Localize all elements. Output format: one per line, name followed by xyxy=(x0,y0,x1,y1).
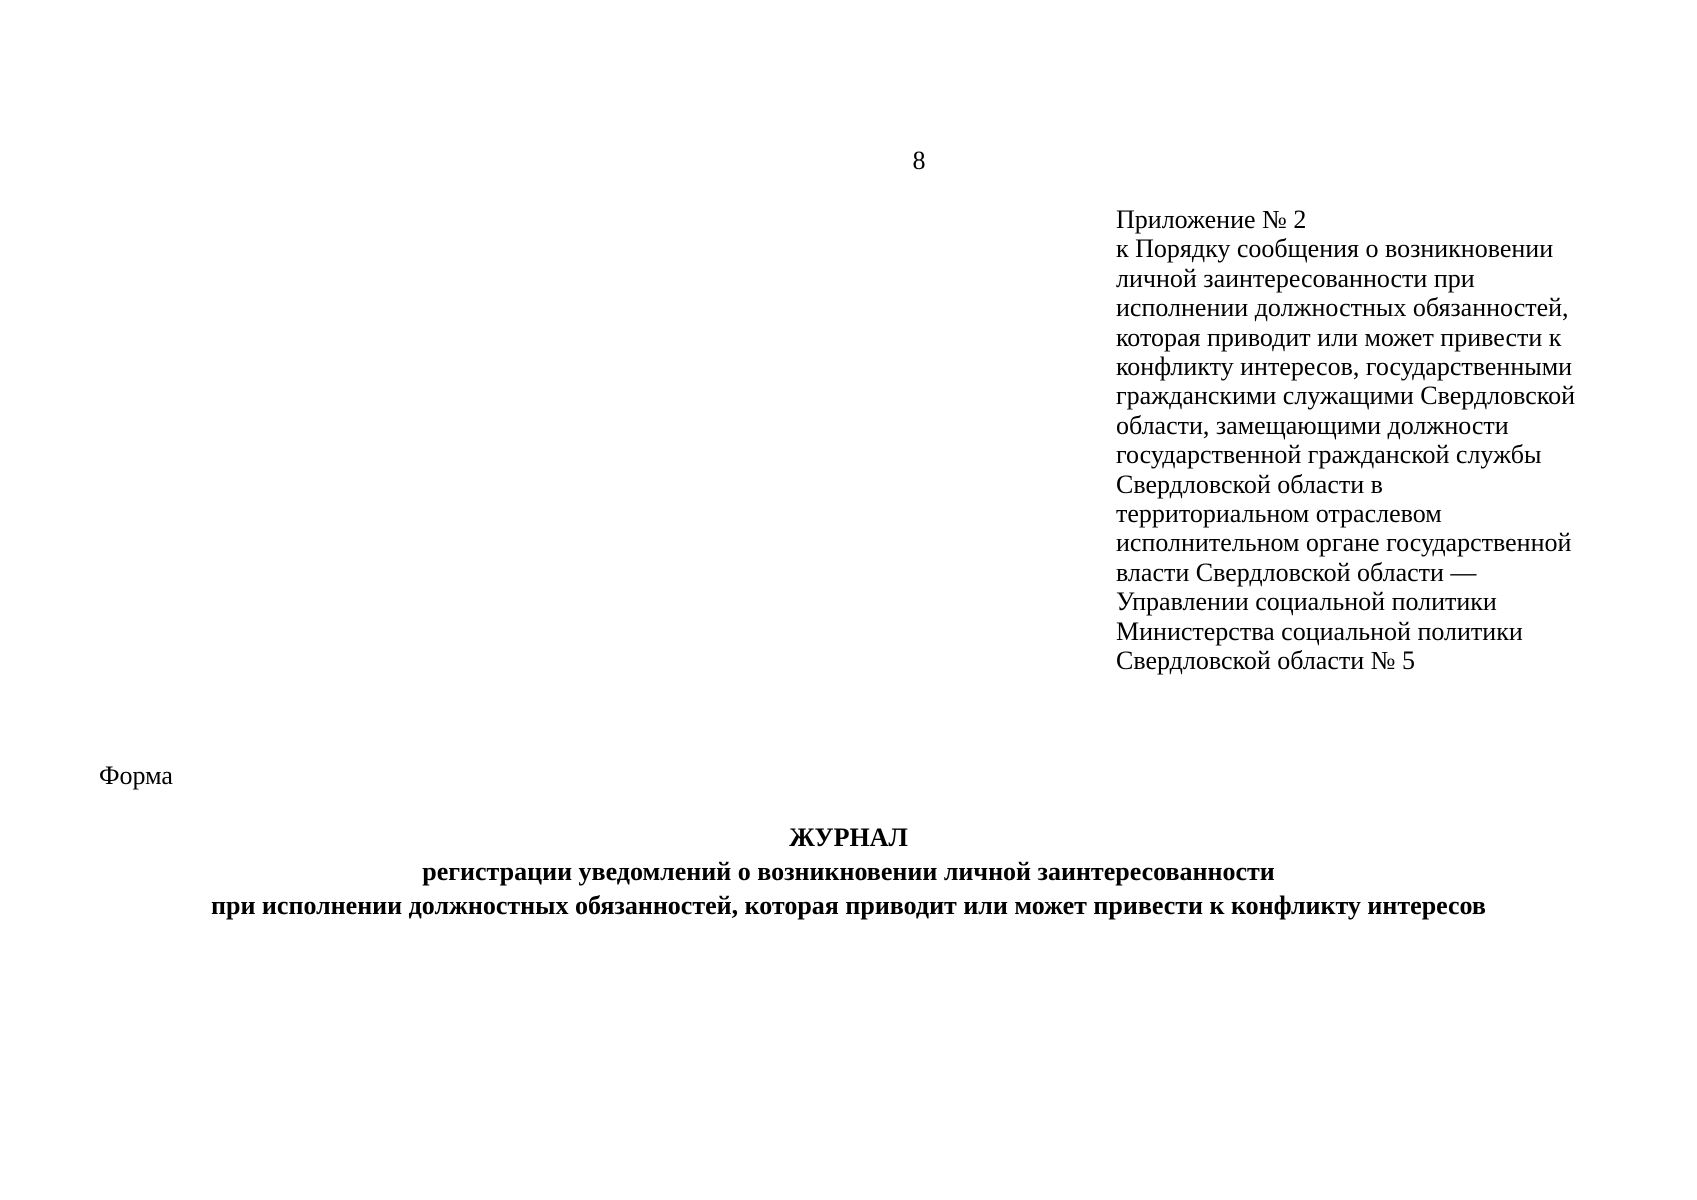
appendix-line: конфликту интересов, государственными xyxy=(1116,352,1573,382)
appendix-line: Управлении социальной политики xyxy=(1116,587,1497,617)
appendix-line: личной заинтересованности при xyxy=(1116,263,1475,293)
page-number: 8 xyxy=(912,146,926,175)
journal-heading: ЖУРНАЛ xyxy=(789,823,908,852)
appendix-block xyxy=(1116,205,1676,676)
appendix-line: Свердловской области № 5 xyxy=(1116,646,1415,676)
appendix-line: Свердловской области в xyxy=(1116,469,1383,499)
form-label: Форма xyxy=(99,761,173,790)
appendix-line: территориальном отраслевом xyxy=(1116,499,1442,529)
appendix-line: исполнительном органе государственной xyxy=(1116,528,1572,558)
appendix-line: которая приводит или может привести к xyxy=(1116,322,1562,352)
appendix-line: области, замещающими должности xyxy=(1116,410,1509,440)
journal-subtitle-line-1: регистрации уведомлений о возникновении личной заинтересованности xyxy=(422,857,1275,886)
appendix-line: исполнении должностных обязанностей, xyxy=(1116,293,1569,323)
appendix-line: Министерства социальной политики xyxy=(1116,616,1523,646)
appendix-line: к Порядку сообщения о возникновении xyxy=(1116,234,1554,264)
appendix-line: государственной гражданской службы xyxy=(1116,440,1542,470)
journal-title xyxy=(0,821,1697,923)
appendix-line: власти Свердловской области — xyxy=(1116,557,1477,587)
appendix-line: гражданскими служащими Свердловской xyxy=(1116,381,1576,411)
appendix-line: Приложение № 2 xyxy=(1116,205,1307,234)
journal-subtitle-line-2: при исполнении должностных обязанностей, которая приводит или может привести к конфликту интересов xyxy=(211,891,1486,920)
